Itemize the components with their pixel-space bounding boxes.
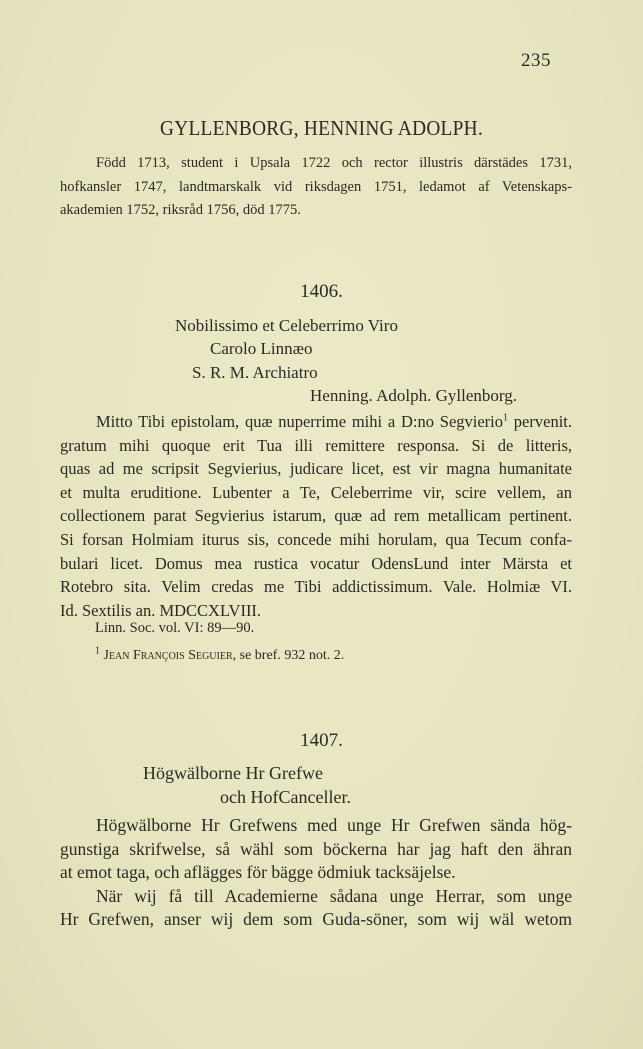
- address-line: Högwälborne Hr Grefwe: [143, 763, 323, 783]
- body-line: Mitto Tibi epistolam, quæ nuperrime mihi a D:no Segvierio$^1$ pervenit.: [96, 412, 572, 431]
- footnote-text: , se bref. 932 not. 2.: [232, 648, 345, 663]
- body-line: quas ad me scripsit Segvierius, judicare licet, est vir magna humanitate: [60, 459, 572, 479]
- letter-number: 1407.: [300, 730, 343, 751]
- address-line: S. R. M. Archiatro: [192, 363, 318, 382]
- body-line: Rotebro sita. Velim credas me Tibi addictissimum. Vale. Holmiæ VI.: [60, 577, 572, 597]
- body-line: et multa eruditione. Lubenter a Te, Celeberrime vir, scire vellem, an: [60, 482, 572, 502]
- bio-line: Född 1713, student i Upsala 1722 och rector illustris därstädes 1731,: [96, 155, 572, 171]
- footnote-marker: 1: [95, 645, 100, 657]
- source-citation: Linn. Soc. vol. VI: 89—90.: [95, 620, 255, 636]
- page-number: 235: [521, 50, 551, 71]
- letter-number: 1406.: [300, 281, 343, 302]
- body-line: Högwälborne Hr Grefwens med unge Hr Grefwen sända hög-: [96, 815, 572, 835]
- signature: Henning. Adolph. Gyllenborg.: [310, 386, 517, 405]
- body-line: Si forsan Holmiam iturus sis, concede mihi horulam, qua Tecum confa-: [60, 529, 572, 549]
- bio-line: hofkansler 1747, landtmarskalk vid riksdagen 1751, ledamot af Vetenskaps-: [60, 178, 572, 195]
- body-line: Hr Grefwen, anser wij dem som Guda-söner, som wij wäl wetom: [60, 909, 572, 929]
- body-line: at emot taga, och aflägges för bägge ödmiuk tacksäjelse.: [60, 862, 456, 882]
- body-line: collectionem parat Segvierius istarum, quæ ad rem metallicam pertinent.: [60, 506, 572, 526]
- section-heading: GYLLENBORG, HENNING ADOLPH.: [159, 116, 484, 140]
- body-line: gratum mihi quoque erit Tua illi remittere responsa. Si de litteris,: [60, 435, 572, 455]
- body-line: bulari licet. Domus mea rustica vocatur OdensLund inter Märsta et: [60, 553, 572, 573]
- footnote-name: Jean François Seguier: [103, 648, 233, 663]
- biography-paragraph: [60, 152, 572, 223]
- bio-line: akademien 1752, riksråd 1756, död 1775.: [60, 202, 301, 218]
- body-line: När wij få till Academierne sådana unge Herrar, som unge: [96, 885, 572, 906]
- address-line: Nobilissimo et Celeberrimo Viro: [175, 316, 398, 335]
- letter-body: [60, 410, 572, 622]
- footnote: [95, 645, 345, 664]
- letter-body: [60, 814, 572, 932]
- address-line: och HofCanceller.: [220, 787, 351, 807]
- footnote-marker: 1: [503, 412, 509, 424]
- address-line: Carolo Linnæo: [210, 339, 313, 358]
- body-line: gunstiga skrifwelse, så wähl som böckerna har jag haft den ähran: [60, 838, 572, 859]
- body-line: Id. Sextilis an. MDCCXLVIII.: [60, 600, 262, 620]
